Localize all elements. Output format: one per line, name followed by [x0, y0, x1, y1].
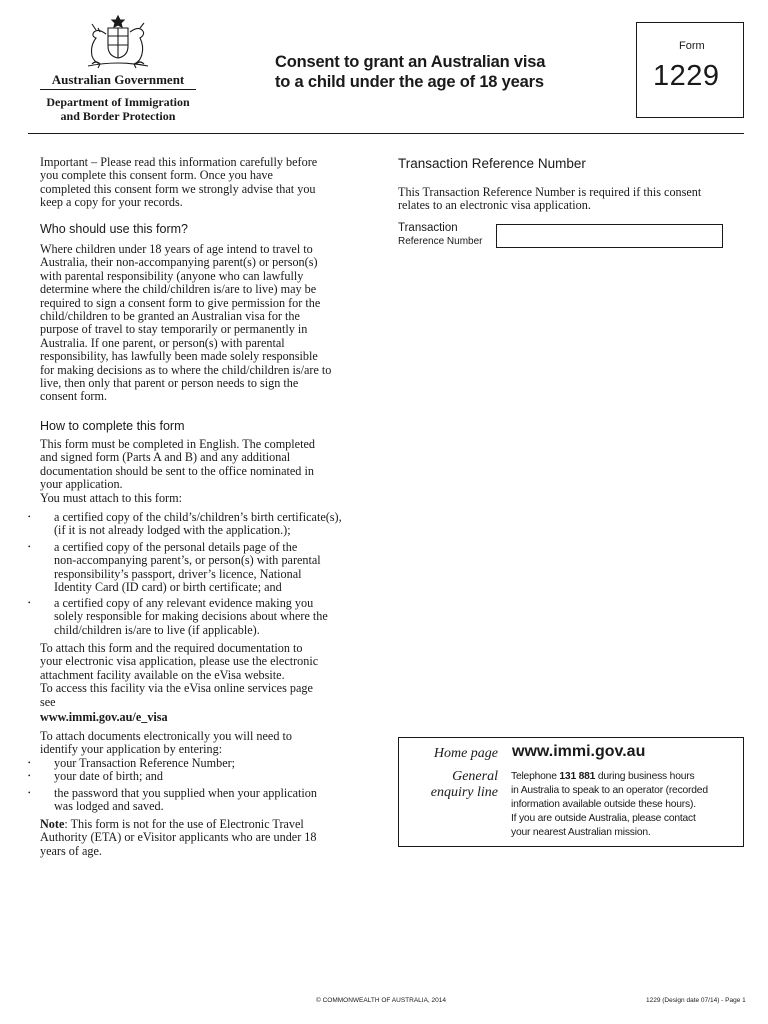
attach-paragraph: [40, 642, 370, 709]
bullet-icon: •: [28, 599, 31, 607]
trn-field-label: [398, 222, 482, 248]
evisa-link[interactable]: www.immi.gov.au/e_visa: [40, 710, 168, 724]
text-line: non-accompanying parent’s, or person(s) with parental: [54, 553, 321, 568]
text-line: with parental responsibility (anyone who can lawfully: [40, 268, 304, 283]
text-line: was lodged and saved.: [54, 799, 164, 814]
phone-prefix: Telephone: [511, 771, 560, 782]
text-line: years of age.: [40, 843, 102, 858]
text-line: solely responsible for making decisions about where the: [54, 609, 328, 624]
text-line: your electronic visa application, please use the electronic: [40, 654, 319, 669]
text-line: Australia, their non-accompanying parent(s) or person(s): [40, 255, 318, 270]
phone-suffix: during business hours: [595, 771, 695, 782]
phone-number: 131 881: [559, 771, 596, 782]
list-item: [54, 511, 374, 538]
label-line: General: [452, 769, 498, 784]
title-line: Consent to grant an Australian visa: [275, 53, 546, 71]
text-line: This form must be completed in English. The completed: [40, 437, 315, 451]
intro-paragraph: [40, 156, 370, 210]
text-line: keep a copy for your records.: [40, 195, 183, 210]
identify-paragraph: [40, 730, 370, 757]
copyright: © COMMONWEALTH OF AUSTRALIA, 2014: [316, 997, 446, 1004]
list-item: your Transaction Reference Number;: [54, 756, 236, 770]
text-line: determine where the child/children is/are to live) may be: [40, 282, 317, 297]
text-line: and signed form (Parts A and B) and any additional: [40, 450, 291, 465]
note-text: : This form is not for the use of Electronic Travel: [64, 817, 304, 831]
text-line: Authority (ETA) or eVisitor applicants who are under 18: [40, 830, 317, 845]
text-line: information available outside these hours).: [511, 799, 696, 810]
text-line: Australia. If one parent, or person(s) with parental: [40, 335, 285, 350]
list-item: [54, 787, 374, 814]
text-line: If you are outside Australia, please contact: [511, 813, 696, 824]
text-line: completed this consent form we strongly advise that you: [40, 181, 316, 196]
trn-heading: Transaction Reference Number: [398, 156, 586, 171]
text-line: live, then only that parent or person needs to sign the: [40, 376, 299, 391]
department-line: and Border Protection: [60, 109, 176, 123]
text-line: attachment facility available on the eVisa website.: [40, 667, 285, 682]
text-line: [511, 770, 741, 784]
text-line: see: [40, 694, 56, 709]
text-line: for making decisions as to where the child/children is/are to: [40, 362, 332, 377]
text-line: [40, 818, 370, 831]
text-line: a certified copy of the personal details page of the: [54, 540, 298, 554]
text-line: To access this facility via the eVisa online services page: [40, 681, 313, 696]
text-line: (if it is not already lodged with the application.);: [54, 523, 291, 538]
text-line: your application.: [40, 477, 123, 492]
list-item: [54, 597, 374, 637]
text-line: responsibility’s passport, driver’s licence, National: [54, 566, 302, 581]
list-item: your date of birth; and: [54, 769, 163, 783]
text-line: a certified copy of any relevant evidence making you: [54, 596, 314, 610]
bullet-icon: •: [28, 513, 31, 521]
who-paragraph: [40, 243, 370, 404]
text-line: a certified copy of the child’s/children’s birth certificate(s),: [54, 510, 342, 524]
enquiry-line-label: [412, 769, 498, 801]
text-line: documentation should be sent to the office nominated in: [40, 463, 314, 478]
home-page-link[interactable]: www.immi.gov.au: [512, 743, 646, 760]
bullet-icon: •: [28, 759, 31, 767]
text-line: You must attach to this form:: [40, 490, 182, 505]
text-line: Identity Card (ID card) or birth certificate; and: [54, 580, 282, 595]
transaction-reference-input[interactable]: [496, 224, 723, 248]
page-footer: 1229 (Design date 07/14) - Page 1: [646, 997, 746, 1004]
label-line: enquiry line: [430, 785, 498, 800]
text-line: consent form.: [40, 389, 108, 404]
text-line: your nearest Australian mission.: [511, 827, 651, 838]
how-paragraph: [40, 438, 370, 505]
note-paragraph: [40, 818, 370, 858]
how-heading: How to complete this form: [40, 419, 185, 433]
text-line: Important – Please read this information carefully before: [40, 155, 318, 169]
trn-paragraph: [398, 186, 744, 213]
text-line: This Transaction Reference Number is required if this consent: [398, 185, 702, 199]
coat-of-arms-logo: [78, 14, 158, 72]
text-line: purpose of travel to stay temporarily or permanently in: [40, 322, 308, 337]
department-line: Department of Immigration: [46, 95, 190, 109]
text-line: child/children to be granted an Australian visa for the: [40, 309, 300, 324]
label-line: Transaction: [398, 222, 458, 234]
form-number: 1229: [653, 60, 720, 92]
text-line: child/children is/are to live (if applicable).: [54, 622, 260, 637]
note-label: Note: [40, 817, 65, 831]
who-heading: Who should use this form?: [40, 222, 188, 236]
enquiry-text: [511, 770, 741, 840]
label-line: Reference Number: [398, 236, 483, 247]
department-name: [40, 95, 196, 123]
text-line: the password that you supplied when your application: [54, 786, 317, 800]
bullet-icon: •: [28, 772, 31, 780]
text-line: you complete this consent form. Once you have: [40, 168, 273, 183]
text-line: To attach documents electronically you will need to: [40, 729, 292, 743]
text-line: Where children under 18 years of age intend to travel to: [40, 242, 313, 256]
home-page-label: Home page: [433, 746, 498, 761]
text-line: relates to an electronic visa application.: [398, 198, 591, 213]
form-label: Form: [679, 40, 705, 52]
text-line: identify your application by entering:: [40, 742, 223, 757]
header-divider: [28, 133, 744, 134]
text-line: in Australia to speak to an operator (recorded: [511, 785, 708, 796]
title-line: to a child under the age of 18 years: [275, 73, 544, 91]
bullet-icon: •: [28, 789, 31, 797]
text-line: To attach this form and the required documentation to: [40, 641, 303, 655]
text-line: responsibility, has lawfully been made solely responsible: [40, 349, 318, 364]
government-rule: [40, 89, 196, 90]
bullet-icon: •: [28, 543, 31, 551]
text-line: required to sign a consent form to give permission for the: [40, 295, 321, 310]
list-item: [54, 541, 374, 595]
government-name: Australian Government: [51, 72, 185, 87]
page-title: [275, 52, 615, 92]
